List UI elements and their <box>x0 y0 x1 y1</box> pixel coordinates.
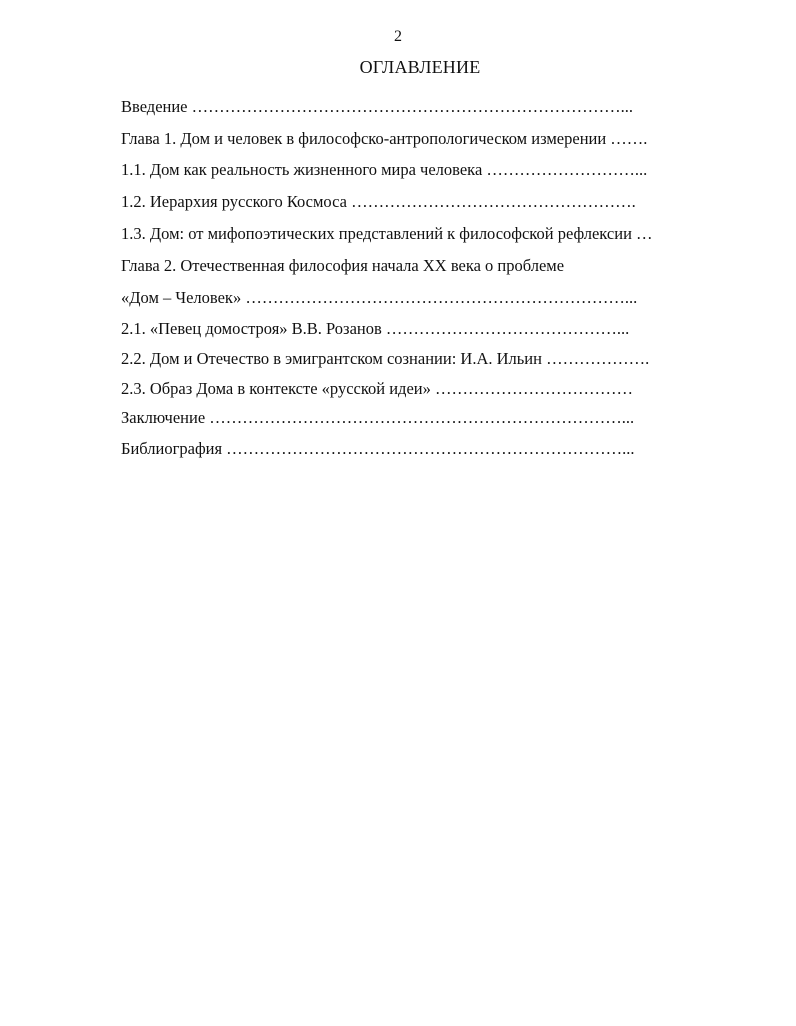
toc-entry-text: 1.1. Дом как реальность жизненного мира человека ………………………... <box>121 160 648 179</box>
toc-entry-text: Глава 2. Отечественная философия начала XX века о проблеме <box>121 256 565 275</box>
toc-entry-chapter-2-continued <box>121 286 706 310</box>
toc-entry-introduction <box>121 95 706 119</box>
toc-entry-section-2-3 <box>121 377 706 401</box>
toc-entry-section-2-2 <box>121 347 706 371</box>
toc-entry-section-2-1 <box>121 317 706 341</box>
toc-entry-section-1-3 <box>121 222 706 246</box>
page-number: 2 <box>394 28 402 45</box>
toc-entry-text: Введение ……………………………………………………………………... <box>121 97 634 116</box>
toc-entry-text: 2.1. «Певец домостроя» В.В. Розанов ……………………………………... <box>121 319 630 338</box>
toc-entry-text: Библиография ………………………………………………………………... <box>121 439 635 458</box>
toc-entry-text: Глава 1. Дом и человек в философско-антропологическом измерении ……. <box>121 129 648 148</box>
toc-entry-chapter-1 <box>121 127 706 151</box>
toc-entry-text: 1.3. Дом: от мифопоэтических представлений к философской рефлексии … <box>121 224 653 243</box>
toc-entry-text: 1.2. Иерархия русского Космоса ……………………………………………. <box>121 192 636 211</box>
toc-entry-text: 2.2. Дом и Отечество в эмигрантском сознании: И.А. Ильин ………………. <box>121 349 650 368</box>
toc-entry-chapter-2 <box>121 254 706 278</box>
toc-entry-bibliography <box>121 437 706 461</box>
toc-entry-text: Заключение …………………………………………………………………... <box>121 408 635 427</box>
toc-entry-section-1-2 <box>121 190 706 214</box>
toc-entry-conclusion <box>121 406 706 430</box>
toc-entry-section-1-1 <box>121 158 706 182</box>
toc-entry-text: 2.3. Образ Дома в контексте «русской идеи» ……………………………… <box>121 379 633 398</box>
toc-entry-text: «Дом – Человек» ……………………………………………………………... <box>121 288 638 307</box>
page-title: ОГЛАВЛЕНИЕ <box>359 57 481 77</box>
